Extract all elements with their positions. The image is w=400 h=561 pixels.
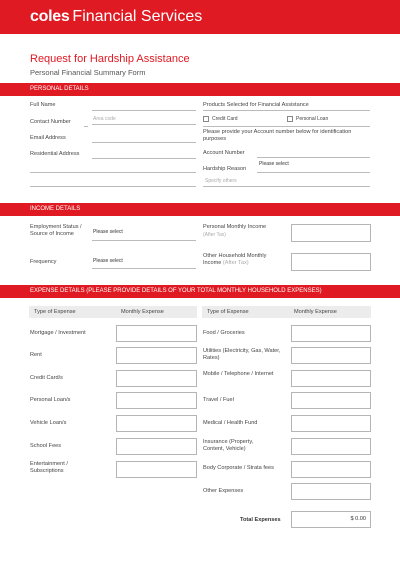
contact-number-field[interactable] [92, 124, 196, 125]
school-fees-expense-input[interactable] [116, 438, 197, 455]
utilities-expense-input[interactable] [291, 347, 371, 364]
account-number-field[interactable] [257, 157, 370, 158]
contact-prefix-field[interactable] [84, 126, 88, 127]
expense-row-label: Credit Card/s [30, 375, 63, 381]
expense-header-right [202, 306, 371, 318]
address-line-1[interactable] [92, 158, 196, 159]
email-label: Email Address [30, 135, 66, 141]
medical-expense-input[interactable] [291, 415, 371, 432]
section-expense-details [0, 285, 400, 298]
full-name-label: Full Name [30, 102, 56, 108]
expense-row-label: Vehicle Loan/s [30, 420, 67, 426]
expense-row-label: School Fees [30, 443, 62, 449]
personal-loan-checkbox[interactable] [287, 116, 293, 122]
specify-others-field[interactable] [203, 186, 370, 187]
section-personal-details [0, 83, 400, 96]
hardship-reason-select[interactable]: Please select [259, 161, 289, 167]
other-household-income-text: Other Household Monthly Income [203, 253, 267, 266]
area-code-placeholder: Area code [93, 116, 116, 122]
expense-row-label: Insurance (Property, Content, Vehicle) [203, 439, 254, 452]
col-monthly-expense: Monthly Expense [294, 309, 337, 315]
personal-monthly-income-label: Personal Monthly Income [203, 224, 267, 230]
travel-expense-input[interactable] [291, 392, 371, 409]
other-expenses-input[interactable] [291, 483, 371, 500]
expense-row-label: Mobile / Telephone / Internet [203, 371, 274, 377]
mortgage-expense-input[interactable] [116, 325, 197, 342]
after-tax-note-2: (After Tax) [222, 260, 249, 266]
account-note: Please provide your Account number below for identification purposes [203, 129, 352, 142]
header-bar [0, 0, 400, 34]
entertainment-expense-input[interactable] [116, 461, 197, 478]
residential-address-label: Residential Address [30, 151, 80, 157]
expense-row-label: Mortgage / Investment [30, 330, 86, 336]
food-expense-input[interactable] [291, 325, 371, 342]
personal-loan-label: Personal Loan [296, 116, 329, 122]
full-name-field[interactable] [92, 110, 196, 111]
section-income-details [0, 203, 400, 216]
brand-suffix: Financial Services [72, 8, 203, 25]
section-title: EXPENSE DETAILS (PLEASE PROVIDE DETAILS OF YOUR TOTAL MONTHLY HOUSEHOLD EXPENSES) [30, 288, 322, 294]
products-divider [203, 110, 370, 111]
expense-row-label: Medical / Health Fund [203, 420, 258, 426]
vehicle-loan-expense-input[interactable] [116, 415, 197, 432]
credit-card-expense-input[interactable] [116, 370, 197, 387]
expense-header-left [29, 306, 197, 318]
email-field[interactable] [92, 142, 196, 143]
mobile-expense-input[interactable] [291, 370, 371, 387]
frequency-underline [92, 268, 196, 269]
hardship-reason-underline [257, 172, 370, 173]
section-title: PERSONAL DETAILS [30, 86, 89, 92]
expense-row-label: Entertainment / Subscriptions [30, 461, 68, 474]
hardship-reason-label: Hardship Reason [203, 166, 247, 172]
employment-status-select[interactable]: Please select [93, 229, 123, 235]
rent-expense-input[interactable] [116, 347, 197, 364]
address-line-2[interactable] [30, 172, 196, 173]
credit-card-checkbox[interactable] [203, 116, 209, 122]
section-title: INCOME DETAILS [30, 206, 81, 212]
expense-row-label: Utilities (Electricity, Gas, Water, Rates) [203, 348, 281, 361]
insurance-expense-input[interactable] [291, 438, 371, 455]
expense-row-label: Travel / Fuel [203, 397, 234, 403]
personal-loan-expense-input[interactable] [116, 392, 197, 409]
form-subtitle: Personal Financial Summary Form [30, 68, 146, 77]
expense-row-label: Rent [30, 352, 42, 358]
employment-status-underline [92, 240, 196, 241]
personal-monthly-income-input[interactable] [291, 224, 371, 242]
credit-card-label: Credit Card [212, 116, 238, 122]
checkbox-divider [203, 126, 370, 127]
col-monthly-expense: Monthly Expense [121, 309, 164, 315]
expense-row-label: Food / Groceries [203, 330, 245, 336]
total-expenses-value: $ 0.00 [350, 516, 366, 522]
frequency-select[interactable]: Please select [93, 258, 123, 264]
brand-name: coles [30, 8, 70, 25]
total-expenses-field [291, 511, 371, 528]
other-household-income-label [203, 253, 285, 267]
col-type-of-expense: Type of Expense [34, 309, 76, 315]
total-expenses-label: Total Expenses [240, 517, 281, 523]
after-tax-note-1: (After Tax) [203, 232, 226, 238]
other-household-income-input[interactable] [291, 253, 371, 271]
col-type-of-expense: Type of Expense [207, 309, 249, 315]
account-number-label: Account Number [203, 150, 245, 156]
specify-others-placeholder: Specify others [205, 178, 237, 184]
expense-row-label: Body Corporate / Strata fees [203, 465, 274, 471]
employment-status-label: Employment Status / Source of Income [30, 224, 82, 237]
strata-expense-input[interactable] [291, 461, 371, 478]
address-line-3[interactable] [30, 186, 196, 187]
frequency-label: Frequency [30, 259, 57, 265]
brand-logo [30, 8, 202, 26]
contact-number-label: Contact Number [30, 119, 71, 125]
form-title: Request for Hardship Assistance [30, 53, 190, 65]
expense-row-label: Personal Loan/s [30, 397, 71, 403]
products-label: Products Selected for Financial Assistance [203, 102, 309, 108]
expense-row-label: Other Expenses [203, 488, 244, 494]
